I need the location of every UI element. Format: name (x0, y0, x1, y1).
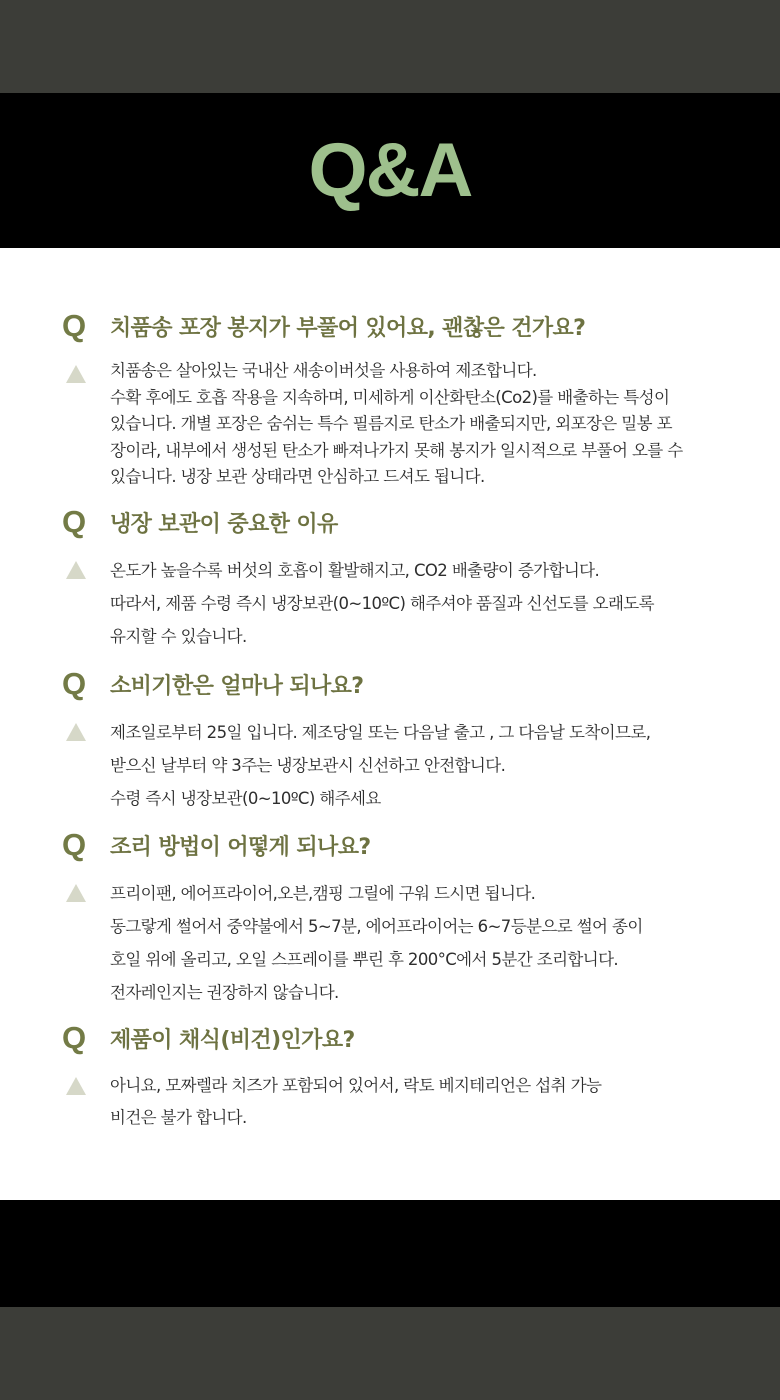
faq-item (62, 308, 760, 491)
question-icon: Q (62, 666, 87, 701)
question-text: 소비기한은 얼마나 되나요? (110, 673, 364, 699)
faq-item (62, 1020, 760, 1134)
answer-line: 동그랗게 썰어서 중약불에서 5~7분, 에어프라이어는 6~7등분으로 썰어 종이 (110, 917, 643, 936)
answer-row (62, 358, 760, 491)
answer-row (62, 1070, 760, 1134)
title-banner (0, 93, 780, 248)
answer-text (110, 1070, 601, 1134)
faq-item (62, 504, 760, 653)
answer-line: 수확 후에도 호흡 작용을 지속하며, 미세하게 이산화탄소(Co2)를 배출하는 특성이 (110, 387, 670, 407)
question-text: 조리 방법이 어떻게 되나요? (110, 834, 371, 860)
answer-icon (62, 1070, 110, 1134)
answer-row (62, 554, 760, 653)
answer-line: 수령 즉시 냉장보관(0~10ºC) 해주세요 (110, 789, 381, 808)
faq-item (62, 666, 760, 815)
answer-line: 프리이팬, 에어프라이어,오븐,캠핑 그릴에 구워 드시면 됩니다. (110, 884, 536, 903)
answer-row (62, 716, 760, 815)
question-row (62, 1020, 760, 1056)
answer-line: 장이라, 내부에서 생성된 탄소가 빠져나가지 못해 봉지가 일시적으로 부풀어 오를 수 (110, 440, 683, 460)
bottom-dark-band (0, 1307, 780, 1400)
answer-line: 온도가 높을수록 버섯의 호흡이 활발해지고, CO2 배출량이 증가합니다. (110, 561, 600, 580)
answer-line: 받으신 날부터 약 3주는 냉장보관시 신선하고 안전합니다. (110, 756, 506, 775)
answer-row (62, 877, 760, 1009)
top-dark-band (0, 0, 780, 93)
answer-text (110, 716, 650, 815)
answer-icon (62, 716, 110, 815)
question-row (62, 308, 760, 344)
answer-line: 호일 위에 올리고, 오일 스프레이를 뿌린 후 200°C에서 5분간 조리합니다. (110, 950, 619, 969)
bottom-black-band (0, 1200, 780, 1307)
faq-list (0, 248, 780, 1200)
answer-line: 있습니다. 개별 포장은 숨쉬는 특수 필름지로 탄소가 배출되지만, 외포장은 밀봉 포 (110, 414, 672, 433)
answer-line: 전자레인지는 권장하지 않습니다. (110, 983, 339, 1002)
answer-line: 비건은 불가 합니다. (110, 1108, 247, 1127)
answer-line: 유지할 수 있습니다. (110, 627, 247, 646)
question-row (62, 827, 760, 863)
question-text: 제품이 채식(비건)인가요? (110, 1027, 355, 1053)
answer-line: 제조일로부터 25일 입니다. 제조당일 또는 다음날 출고 , 그 다음날 도착이므로, (110, 723, 651, 742)
answer-line: 아니요, 모짜렐라 치즈가 포함되어 있어서, 락토 베지테리언은 섭취 가능 (110, 1076, 602, 1095)
answer-text (110, 877, 643, 1009)
answer-text (110, 554, 654, 653)
question-row (62, 666, 760, 702)
answer-icon (62, 358, 110, 491)
question-text: 냉장 보관이 중요한 이유 (110, 511, 338, 537)
question-icon: Q (62, 1020, 87, 1055)
question-icon: Q (62, 308, 87, 343)
page-title: Q&A (308, 128, 472, 213)
answer-line: 있습니다. 냉장 보관 상태라면 안심하고 드셔도 됩니다. (110, 467, 485, 486)
answer-icon (62, 877, 110, 1009)
question-icon: Q (62, 827, 87, 862)
question-row (62, 504, 760, 540)
question-text: 치품송 포장 봉지가 부풀어 있어요, 괜찮은 건가요? (110, 315, 586, 341)
faq-item (62, 827, 760, 1009)
answer-line: 따라서, 제품 수령 즉시 냉장보관(0~10ºC) 해주셔야 품질과 신선도를 오래도록 (110, 594, 654, 613)
answer-icon (62, 554, 110, 653)
answer-line: 치품송은 살아있는 국내산 새송이버섯을 사용하여 제조합니다. (110, 361, 537, 380)
question-icon: Q (62, 504, 87, 539)
answer-text (110, 358, 683, 491)
